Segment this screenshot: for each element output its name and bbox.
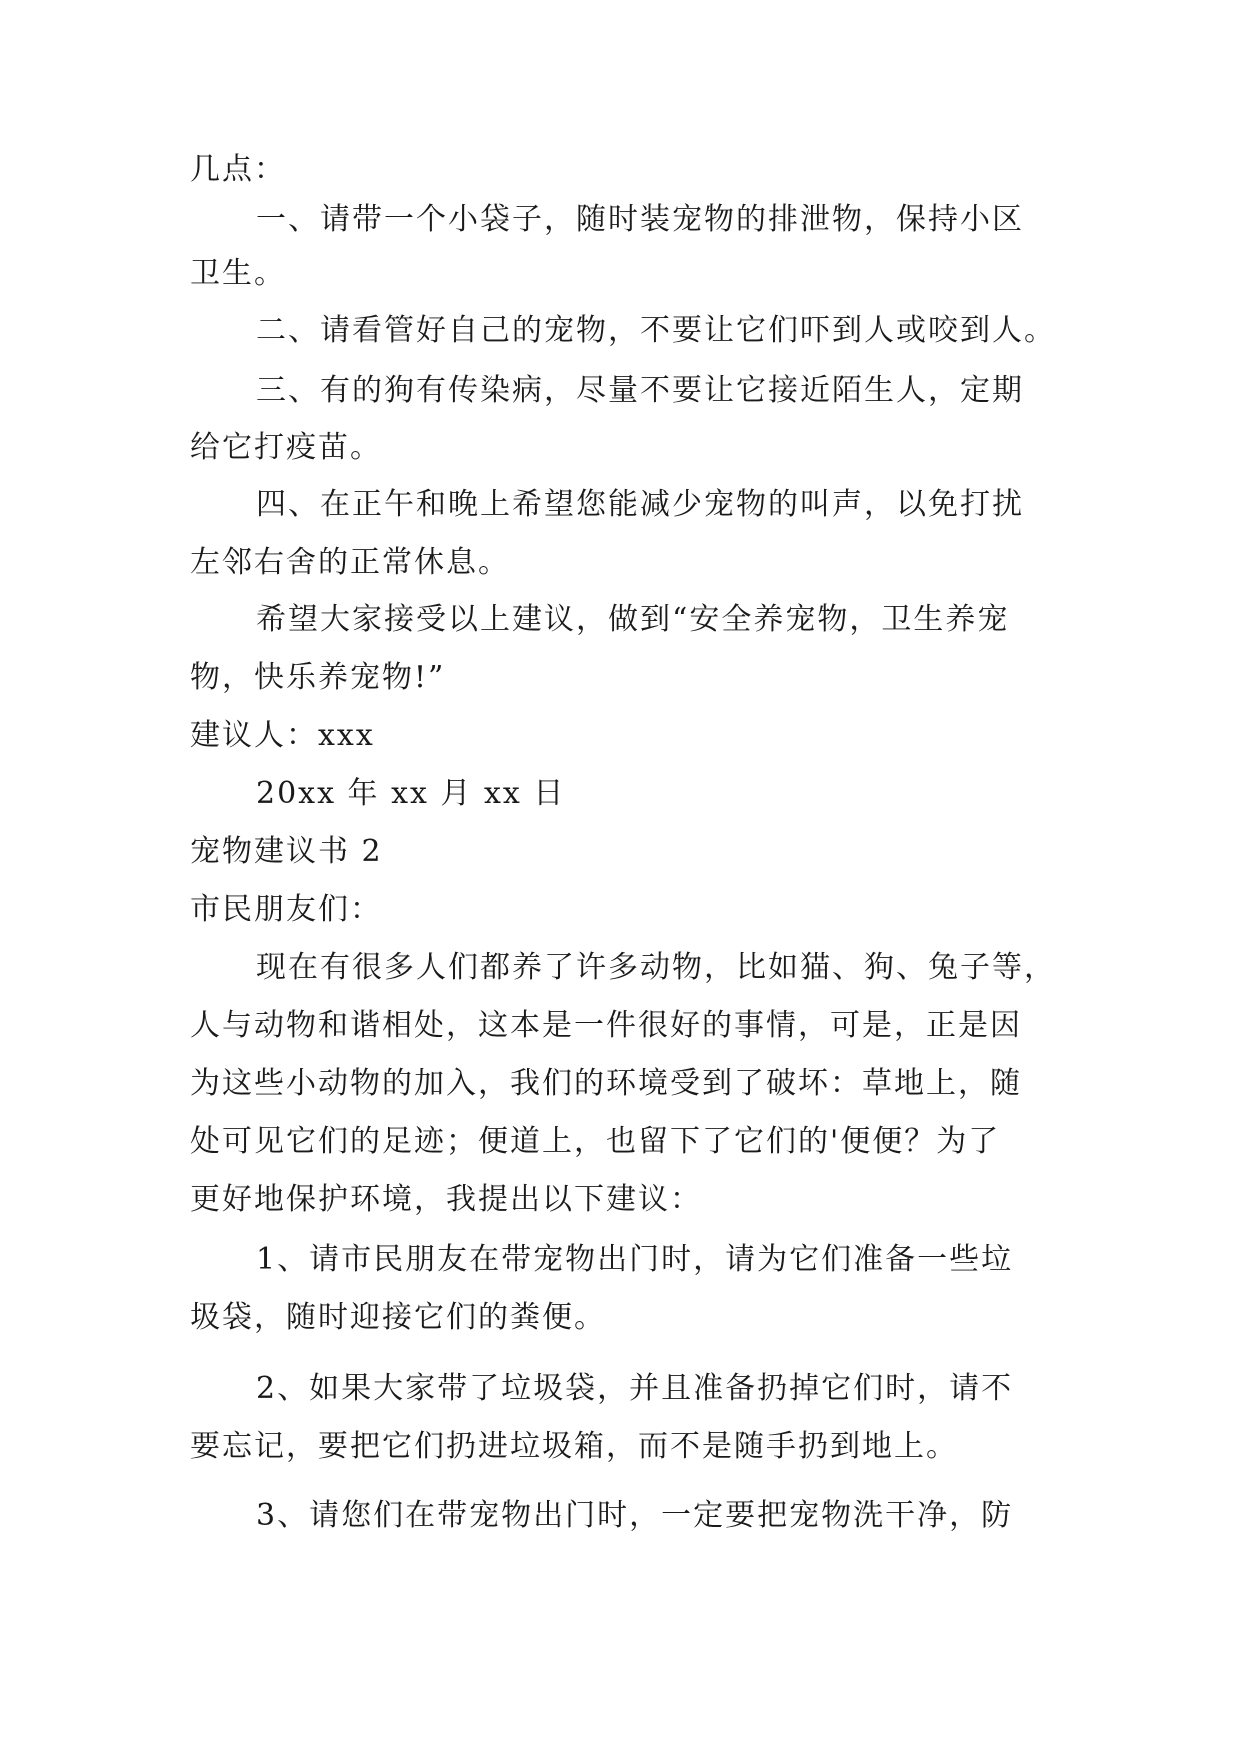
text-line: 更好地保护环境，我提出以下建议： xyxy=(190,1182,702,1217)
text-line: 圾袋，随时迎接它们的粪便。 xyxy=(190,1300,606,1335)
text-line: 为这些小动物的加入，我们的环境受到了破坏：草地上，随 xyxy=(190,1066,1022,1101)
text-line: 左邻右舍的正常休息。 xyxy=(190,545,510,580)
date-line: 20xx 年 xx 月 xx 日 xyxy=(256,776,566,811)
text-line: 人与动物和谐相处，这本是一件很好的事情，可是，正是因 xyxy=(190,1008,1022,1043)
text-line: 几点： xyxy=(190,152,286,187)
text-line: 四、在正午和晚上希望您能减少宠物的叫声，以免打扰 xyxy=(256,487,1024,522)
text-line: 2、如果大家带了垃圾袋，并且准备扔掉它们时，请不 xyxy=(256,1371,1014,1406)
salutation-line: 市民朋友们： xyxy=(190,892,382,927)
text-line: 卫生。 xyxy=(190,256,286,291)
text-line: 给它打疫苗。 xyxy=(190,430,382,465)
text-line: 一、请带一个小袋子，随时装宠物的排泄物，保持小区 xyxy=(256,202,1024,237)
text-line: 物，快乐养宠物!” xyxy=(190,660,446,695)
text-line: 3、请您们在带宠物出门时，一定要把宠物洗干净，防 xyxy=(256,1498,1014,1533)
text-line: 现在有很多人们都养了许多动物，比如猫、狗、兔子等， xyxy=(256,950,1056,985)
text-line: 三、有的狗有传染病，尽量不要让它接近陌生人，定期 xyxy=(256,373,1024,408)
text-line: 二、请看管好自己的宠物，不要让它们吓到人或咬到人。 xyxy=(256,313,1056,348)
signer-line: 建议人：xxx xyxy=(190,718,375,753)
text-line: 处可见它们的足迹；便道上，也留下了它们的'便便？为了 xyxy=(190,1124,1001,1159)
text-line: 希望大家接受以上建议，做到“安全养宠物，卫生养宠 xyxy=(256,602,1010,637)
section-title: 宠物建议书 2 xyxy=(190,834,383,869)
text-line: 要忘记，要把它们扔进垃圾箱，而不是随手扔到地上。 xyxy=(190,1429,958,1464)
text-line: 1、请市民朋友在带宠物出门时，请为它们准备一些垃 xyxy=(256,1242,1014,1277)
